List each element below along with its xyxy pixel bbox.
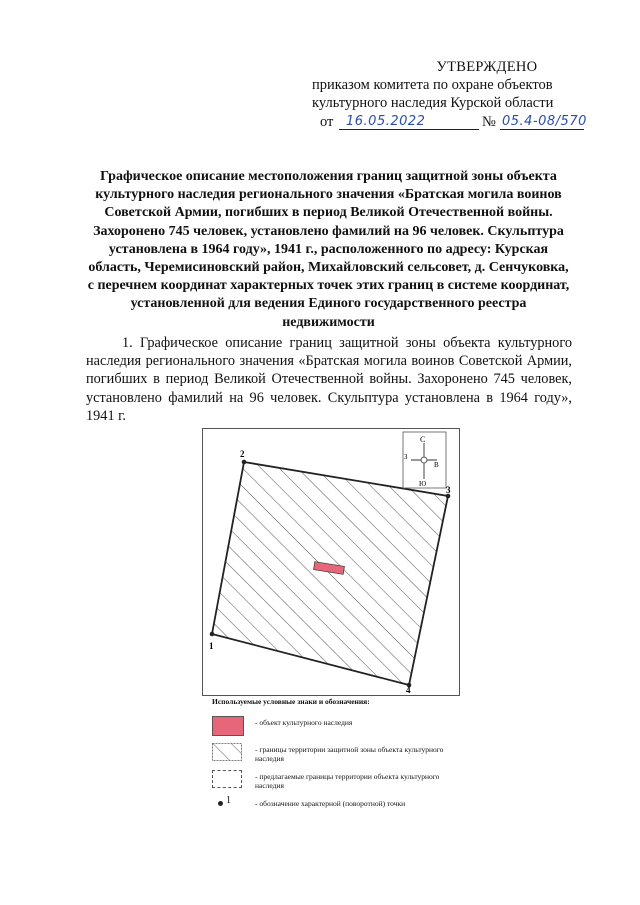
legend-text: - обозначение характерной (поворотной) точки bbox=[255, 799, 406, 808]
object-swatch bbox=[212, 716, 244, 736]
point-label-4: 4 bbox=[406, 685, 411, 695]
compass-rose-icon bbox=[403, 432, 446, 488]
legend-title: Используемые условные знаки и обозначения: bbox=[212, 697, 370, 706]
plan-svg bbox=[203, 429, 459, 695]
point-label-3: 3 bbox=[446, 485, 451, 495]
point-symbol bbox=[218, 801, 223, 806]
approval-title: УТВЕРЖДЕНО bbox=[436, 59, 538, 75]
point-label-2: 2 bbox=[240, 449, 245, 459]
hatch-swatch bbox=[212, 743, 242, 761]
approval-date: 16.05.2022 bbox=[346, 114, 426, 129]
legend-item bbox=[212, 714, 462, 741]
from-label: от bbox=[320, 114, 334, 130]
boundary-plan bbox=[202, 428, 460, 696]
paragraph-1: 1. Графическое описание границ защитной зоны объекта культурного наследия регионального значения «Братская могила воинов Советской Армии, погибших в период Великой Отечественной войны. Захоронено 745 человек, установлено фамилий на 96 человек. Скульптура установлена в 1964 году», 1941 г. bbox=[86, 335, 572, 424]
legend-text: - границы территории защитной зоны объекта культурного наследия bbox=[255, 745, 444, 763]
compass-south: Ю bbox=[419, 480, 427, 488]
legend-text: - объект культурного наследия bbox=[255, 718, 353, 727]
legend-item bbox=[212, 768, 462, 795]
compass-east: В bbox=[434, 461, 439, 469]
approval-block bbox=[312, 58, 612, 135]
protection-zone-polygon bbox=[212, 462, 448, 685]
approval-number: 05.4-08/570 bbox=[502, 114, 587, 129]
compass-west: З bbox=[404, 453, 408, 461]
approval-line-2: культурного наследия Курской области bbox=[312, 95, 554, 111]
approval-number-line bbox=[312, 113, 612, 135]
dashed-swatch bbox=[212, 770, 242, 788]
number-label: № bbox=[482, 114, 496, 130]
legend-text: - предлагаемые границы территории объекта культурного наследия bbox=[255, 772, 440, 790]
point-label-1: 1 bbox=[209, 641, 214, 651]
point-marker-2 bbox=[242, 460, 247, 465]
document-title: Графическое описание местоположения границ защитной зоны объекта культурного наследия регионального значения «Братская могила воинов Советской Армии, погибших в период Великой Отечественной войны. Захоронено 745 человек, установлено фамилий на 96 человек. Скульптура установлена в 1964 году», 1941 г., расположенного по адресу: Курская область, Черемисиновский район, Михайловский сельсовет, д. Сенчуковка, с перечнем координат характерных точек этих границ в системе координат, установленной для ведения Единого государственного реестра недвижимости bbox=[87, 169, 570, 330]
legend-item bbox=[212, 795, 462, 822]
legend-item bbox=[212, 741, 462, 768]
point-marker-1 bbox=[210, 632, 215, 637]
point-symbol-label: 1 bbox=[226, 795, 231, 806]
compass-north: С bbox=[420, 435, 426, 444]
legend bbox=[212, 697, 462, 822]
approval-line-1: приказом комитета по охране объектов bbox=[312, 77, 553, 93]
